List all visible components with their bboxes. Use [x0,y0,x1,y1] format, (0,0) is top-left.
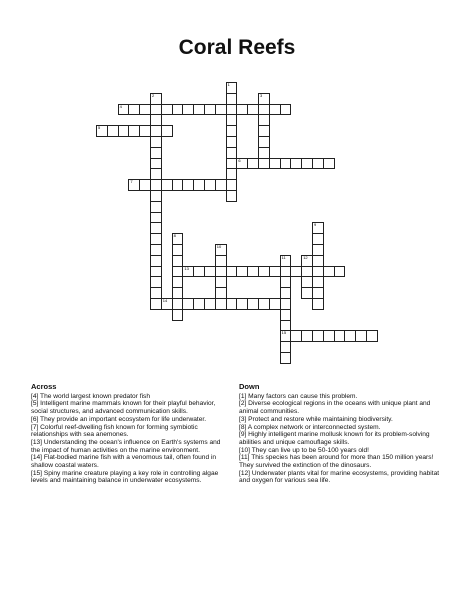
grid-cell[interactable] [139,104,151,116]
clue-number: 4 [119,103,122,109]
clue-number: 3 [260,92,263,98]
grid-cell[interactable] [269,298,281,310]
grid-cell[interactable] [226,190,238,202]
grid-cell[interactable] [280,104,292,116]
clue-down-9: [9] Highly intelligent marine mollusk known for its problem-solving abilities and unique camouflage skills. [239,431,430,446]
clue-down-3: [3] Protect and restore while maintaining biodiversity. [239,415,393,423]
grid-cell[interactable] [161,125,173,137]
clue-number: 11 [281,254,286,260]
clue-number: 1 [227,82,230,87]
clue-across-6: [6] They provide an important ecosystem for life underwater. [31,415,207,423]
grid-cell[interactable] [334,266,346,278]
clue-down-1: [1] Many factors can cause this problem. [239,392,358,400]
clue-number: 5 [98,125,101,131]
clue-number: 8 [173,233,176,239]
grid-cell[interactable] [215,104,227,116]
clue-down-8: [8] A complex network or interconnected system. [239,423,381,431]
clue-number: 2 [152,92,155,98]
clue-across-15: [15] Spiny marine creature playing a key role in controlling algae levels and maintaining balance in underwater ecosystems. [31,469,219,485]
across-clues [31,383,231,485]
puzzle-title: Coral Reefs [178,36,296,59]
grid-cell[interactable] [161,298,173,310]
clue-down-2: [2] Diverse ecological regions in the oceans with unique plant and animal communities. [239,400,431,416]
clue-across-5: [5] Intelligent marine mammals known for their playful behavior, social structures, and advanced communication skills. [31,400,216,416]
grid-cell[interactable] [280,352,292,364]
down-heading: Down [239,382,260,391]
grid-cell[interactable] [172,309,184,321]
grid-cell[interactable] [312,298,324,310]
clue-number: 13 [184,265,189,271]
clue-across-14: [14] Flat-bodied marine fish with a venomous tail, often found in shallow coastal waters. [31,454,217,470]
grid-cell[interactable] [269,266,281,278]
grid-cell[interactable] [290,266,302,278]
clue-number: 12 [303,254,308,260]
clue-down-11: [11] This species has been around for more than 150 million years! They survived the extinction of the dinosaurs. [239,454,434,470]
clue-across-7: [7] Colorful reef-dwelling fish known for forming symbiotic relationships with sea anemones. [31,423,198,439]
grid-cell[interactable] [247,158,259,170]
grid-cell[interactable] [139,179,151,191]
clue-number: 15 [281,330,287,336]
clue-number: 14 [162,298,168,303]
grid-cell[interactable] [366,330,378,342]
clue-down-10: [10] They can live up to be 50-100 years old! [239,446,370,454]
clue-number: 9 [314,222,317,228]
clue-number: 10 [216,244,222,249]
clue-across-4: [4] The world largest known predator fish [31,392,150,400]
grid-cell[interactable] [139,125,151,137]
across-heading: Across [31,382,57,391]
grid-cell[interactable] [301,287,313,299]
grid-cell[interactable] [215,179,227,191]
down-clues [239,383,444,485]
grid-cell[interactable] [323,158,335,170]
clue-number: 6 [238,157,241,163]
clue-number: 7 [130,179,133,185]
grid-cell[interactable] [247,104,259,116]
clue-down-12: [12] Underwater plants vital for marine ecosystems, providing habitat and oxygen for various sea life. [239,469,440,485]
grid-cell[interactable] [204,266,216,278]
clue-across-13: [13] Understanding the ocean's influence on Earth's systems and the impact of human activities on the marine environment. [31,438,221,454]
